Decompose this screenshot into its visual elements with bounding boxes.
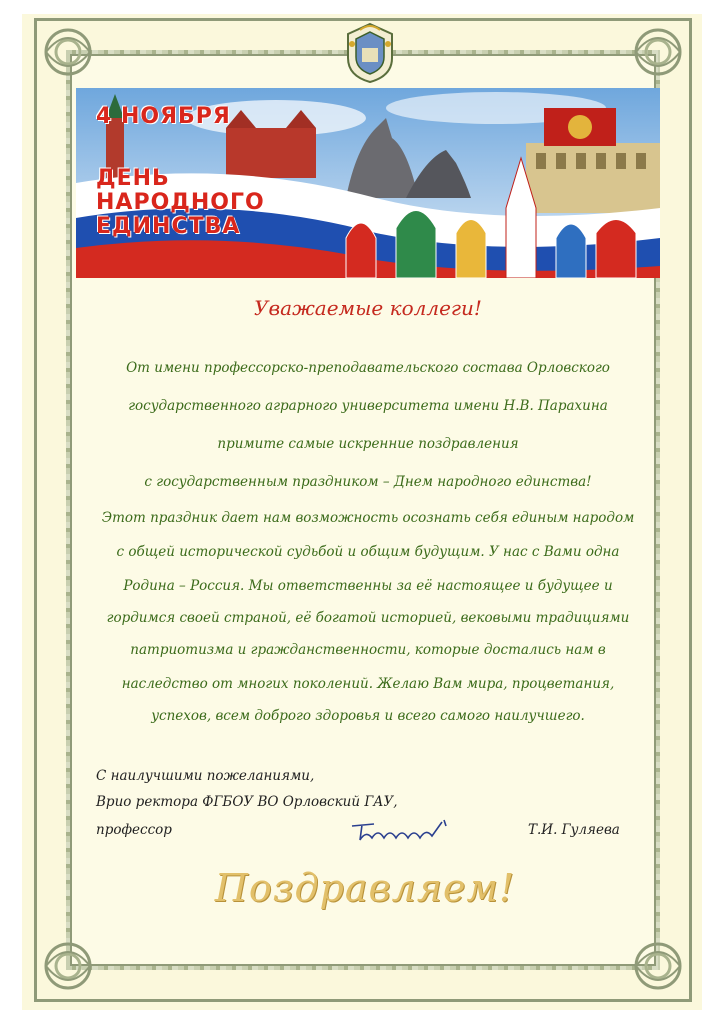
body-line: с общей исторической судьбой и общим будущим. У нас с Вами одна [116, 544, 620, 560]
body-line: примите самые искренние поздравления [217, 436, 519, 452]
handwritten-signature [348, 816, 458, 846]
signature-name: Т.И. Гуляева [528, 822, 620, 838]
greeting-heading: Уважаемые коллеги! [254, 296, 482, 320]
banner-date: 4 НОЯБРЯ [96, 104, 231, 129]
body-line: гордимся своей страной, её богатой историей, вековыми традициями [106, 610, 630, 626]
university-emblem [340, 20, 400, 86]
body-line: государственного аграрного университета имени Н.В. Парахина [128, 398, 608, 414]
corner-ornament-top-right [626, 20, 690, 84]
banner-title-line1: ДЕНЬ [96, 166, 170, 191]
congratulations-script: Поздравляем! [214, 866, 516, 910]
banner-title-line3: ЕДИНСТВА [96, 214, 241, 239]
body-line: патриотизма и гражданственности, которые достались нам в [130, 642, 606, 658]
body-line: От имени профессорско-преподавательского состава Орловского [126, 360, 610, 376]
body-line: успехов, всем доброго здоровья и всего самого наилучшего. [151, 708, 585, 724]
signature-title: профессор [96, 822, 172, 838]
body-line: с государственным праздником – Днем народного единства! [144, 474, 592, 490]
holiday-banner [76, 88, 660, 278]
banner-title-line2: НАРОДНОГО [96, 190, 265, 215]
corner-ornament-top-left [36, 20, 100, 84]
body-line: Родина – Россия. Мы ответственны за её настоящее и будущее и [123, 578, 613, 594]
signature-position: Врио ректора ФГБОУ ВО Орловский ГАУ, [96, 794, 398, 810]
signature-closing: С наилучшими пожеланиями, [96, 768, 315, 784]
body-line: наследство от многих поколений. Желаю Вам мира, процветания, [121, 676, 615, 692]
corner-ornament-bottom-right [626, 934, 690, 998]
corner-ornament-bottom-left [36, 934, 100, 998]
body-line: Этот праздник дает нам возможность осознать себя единым народом [101, 510, 635, 526]
